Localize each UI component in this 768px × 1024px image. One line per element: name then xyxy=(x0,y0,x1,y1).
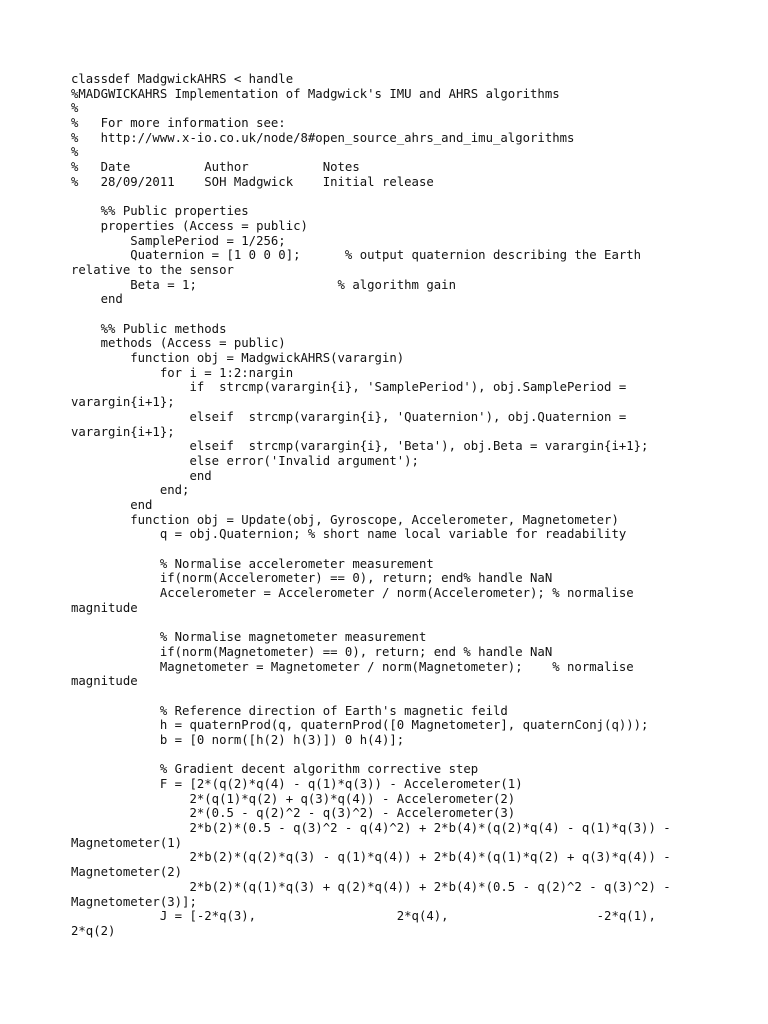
code-line: % Normalise accelerometer measurement xyxy=(71,556,434,571)
code-line: end xyxy=(71,468,212,483)
code-line: % xyxy=(71,101,79,116)
code-line xyxy=(71,748,731,763)
code-line: Magnetometer = Magnetometer / norm(Magnetometer); % normalise xyxy=(71,659,634,674)
code-line: Quaternion = [1 0 0 0]; % output quaternion describing the Earth xyxy=(71,248,642,263)
code-line: end xyxy=(71,497,153,512)
code-line: function obj = Update(obj, Gyroscope, Accelerometer, Magnetometer) xyxy=(71,512,619,527)
code-document xyxy=(71,72,731,939)
code-line xyxy=(71,689,731,704)
code-line: magnitude xyxy=(71,674,138,689)
code-line: % Normalise magnetometer measurement xyxy=(71,630,427,645)
code-line: if(norm(Magnetometer) == 0), return; end % handle NaN xyxy=(71,644,553,659)
code-line: else error('Invalid argument'); xyxy=(71,453,419,468)
code-line: Magnetometer(3)]; xyxy=(71,894,197,909)
code-line: 2*q(2) xyxy=(71,923,116,938)
code-line: % http://www.x-io.co.uk/node/8#open_source_ahrs_and_imu_algorithms xyxy=(71,130,575,145)
code-line: Beta = 1; % algorithm gain xyxy=(71,277,456,292)
code-line: %% Public properties xyxy=(71,204,249,219)
code-line: varargin{i+1}; xyxy=(71,424,175,439)
code-line: 2*(q(1)*q(2) + q(3)*q(4)) - Accelerometer(2) xyxy=(71,791,516,806)
code-line: magnitude xyxy=(71,600,138,615)
code-line: methods (Access = public) xyxy=(71,336,286,351)
code-line: for i = 1:2:nargin xyxy=(71,365,294,380)
code-line: F = [2*(q(2)*q(4) - q(1)*q(3)) - Accelerometer(1) xyxy=(71,777,523,791)
code-line xyxy=(71,307,731,322)
code-line: classdef MadgwickAHRS < handle xyxy=(71,72,294,86)
code-line: if strcmp(varargin{i}, 'SamplePeriod'), obj.SamplePeriod = xyxy=(71,380,627,395)
code-line: Accelerometer = Accelerometer / norm(Accelerometer); % normalise xyxy=(71,586,634,601)
code-line: b = [0 norm([h(2) h(3)]) 0 h(4)]; xyxy=(71,732,405,747)
code-line: varargin{i+1}; xyxy=(71,395,175,410)
code-line: end; xyxy=(71,483,190,498)
code-line: q = obj.Quaternion; % short name local variable for readability xyxy=(71,527,627,542)
code-listing xyxy=(71,72,731,939)
code-line: % Gradient decent algorithm corrective step xyxy=(71,762,479,777)
code-line xyxy=(71,615,731,630)
code-line: J = [-2*q(3), 2*q(4), -2*q(1), xyxy=(71,909,656,924)
code-line: h = quaternProd(q, quaternProd([0 Magnetometer], quaternConj(q))); xyxy=(71,718,649,733)
code-line: if(norm(Accelerometer) == 0), return; end% handle NaN xyxy=(71,571,553,586)
code-line: % Reference direction of Earth's magnetic feild xyxy=(71,703,508,718)
code-line: Magnetometer(2) xyxy=(71,865,183,880)
code-line: function obj = MadgwickAHRS(varargin) xyxy=(71,351,405,366)
code-line: 2*(0.5 - q(2)^2 - q(3)^2) - Accelerometer(3) xyxy=(71,806,516,821)
code-line xyxy=(71,190,731,205)
code-line: 2*b(2)*(0.5 - q(3)^2 - q(4)^2) + 2*b(4)*(q(2)*q(4) - q(1)*q(3)) - xyxy=(71,821,671,836)
code-line xyxy=(71,542,731,557)
code-line: SamplePeriod = 1/256; xyxy=(71,233,286,248)
code-line: % For more information see: xyxy=(71,116,286,131)
code-line: %MADGWICKAHRS Implementation of Madgwick's IMU and AHRS algorithms xyxy=(71,86,560,101)
code-line: 2*b(2)*(q(1)*q(3) + q(2)*q(4)) + 2*b(4)*(0.5 - q(2)^2 - q(3)^2) - xyxy=(71,879,671,894)
code-line: properties (Access = public) xyxy=(71,218,308,233)
code-line: 2*b(2)*(q(2)*q(3) - q(1)*q(4)) + 2*b(4)*(q(1)*q(2) + q(3)*q(4)) - xyxy=(71,850,671,865)
code-line: Magnetometer(1) xyxy=(71,835,183,850)
code-line: relative to the sensor xyxy=(71,262,234,277)
code-line: % 28/09/2011 SOH Madgwick Initial release xyxy=(71,174,434,189)
code-line: % xyxy=(71,145,79,160)
code-line: elseif strcmp(varargin{i}, 'Quaternion'), obj.Quaternion = xyxy=(71,409,627,424)
code-line: % Date Author Notes xyxy=(71,160,360,175)
code-line: elseif strcmp(varargin{i}, 'Beta'), obj.Beta = varargin{i+1}; xyxy=(71,439,649,454)
code-line: end xyxy=(71,292,123,307)
code-line: %% Public methods xyxy=(71,321,227,336)
